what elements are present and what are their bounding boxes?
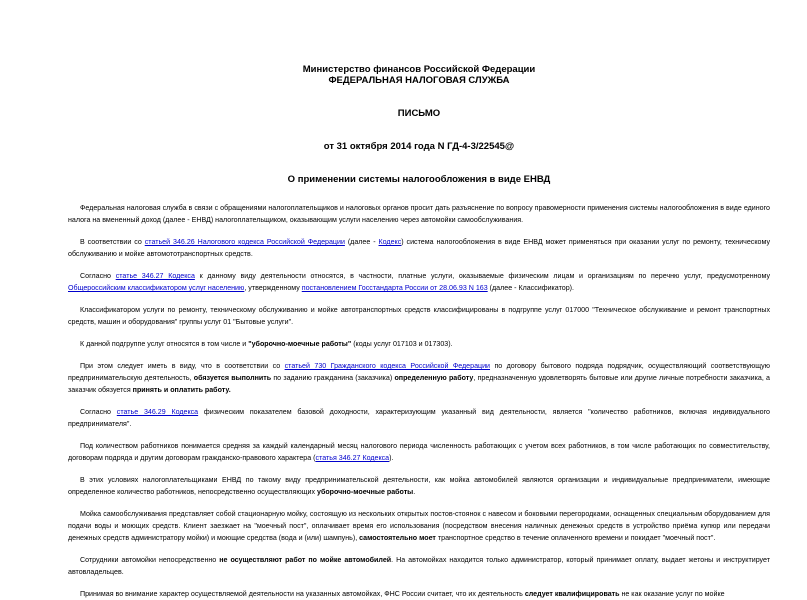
- text: , предназначенную удовлетворять бытовые или другие личные потребности заказчика, а заказчик обязуется: [68, 374, 770, 394]
- link-article-346-26[interactable]: статьей 346.26 Налогового кодекса Российской Федерации: [144, 238, 345, 246]
- text: по заданию гражданина (заказчика): [271, 374, 395, 382]
- paragraph-4: [68, 304, 770, 328]
- paragraph-9: [68, 474, 770, 498]
- link-civil-code-730[interactable]: статьей 730 Гражданского кодекса Российской Федерации: [284, 362, 491, 370]
- text: . На автомойках находится только администратор, который принимает оплату, выдает жетоны и инструктирует автовладельцев.: [68, 556, 770, 576]
- link-article-346-27-b[interactable]: статья 346.27 Кодекса: [315, 454, 390, 462]
- paragraph-1: [68, 202, 770, 226]
- service-name: ФЕДЕРАЛЬНАЯ НАЛОГОВАЯ СЛУЖБА: [328, 75, 510, 86]
- text: При этом следует иметь в виду, что в соответствии со: [80, 362, 285, 370]
- text: по договору бытового подряда подрядчик, осуществляющий соответствующую предпринимательскую деятельность,: [68, 362, 770, 382]
- paragraph-6: [68, 360, 770, 396]
- link-article-346-29[interactable]: статье 346.29 Кодекса: [116, 408, 199, 416]
- bold-text: самостоятельно моет: [359, 534, 436, 542]
- bold-text: "уборочно-моечные работы": [248, 340, 352, 348]
- text: Согласно: [80, 272, 116, 280]
- text: (далее - Классификатор).: [487, 284, 574, 292]
- document-type: ПИСЬМО: [397, 108, 441, 119]
- text: Классификатором услуги по ремонту, техническому обслуживанию и мойке автотранспортных средств классифицированы в подгруппе услуг 017000 "Техническое обслуживание и ремонт транспортных средств, машин и оборудования" группы услуг 01 "Бытовые услуги".: [68, 306, 770, 326]
- text: Мойка самообслуживания представляет собой стационарную мойку, состоящую из нескольких открытых постов-стоянок с навесом и боковыми перегородками, оснащенных специальным оборудованием для подачи воды и моющих средств. Клиент заезжает на "моечный пост", оплачивает время его использования (посредством внесения наличных денежных средств в устройство приёма купюр или передачи денежных средств администратору мойки) и моющие средства (вода и (или) шампунь),: [68, 510, 770, 542]
- text: физическим показателем базовой доходности, характеризующим указанный вид деятельности, является "количество работников, включая индивидуального предпринимателя".: [68, 408, 770, 428]
- document-page: [68, 64, 770, 600]
- paragraph-5: [68, 338, 770, 350]
- text: Под количеством работников понимается средняя за каждый календарный месяц налогового периода численность работающих с учетом всех работников, в том числе работающих по совместительству, договорам подряда и другим договорам гражданско-правового характера (: [68, 442, 770, 462]
- document-date-number: от 31 октября 2014 года N ГД-4-3/22545@: [323, 141, 515, 152]
- paragraph-2: [68, 236, 770, 260]
- paragraph-7: [68, 406, 770, 430]
- bold-text: обязуется выполнить: [193, 374, 272, 382]
- link-services-classifier[interactable]: Общероссийским классификатором услуг населению: [68, 284, 245, 292]
- text: В этих условиях налогоплательщиками ЕНВД по такому виду предпринимательской деятельности, как мойка автомобилей являются организации и индивидуальные предприниматели, имеющие определенное количество работников, непосредственно осуществляющих: [68, 476, 770, 496]
- text: Принимая во внимание характер осуществляемой деятельности на указанных автомойках, ФНС России считает, что их деятельность: [80, 590, 525, 598]
- text: к данному виду деятельности относятся, в частности, платные услуги, оказываемые физическим лицам и организациям по перечню услуг, предусмотренному: [194, 272, 770, 280]
- paragraph-11: [68, 554, 770, 578]
- paragraph-3: [68, 270, 770, 294]
- text: ) система налогообложения в виде ЕНВД может применяться при оказании услуг по ремонту, техническому обслуживанию и мойке автомототранспортных средств.: [68, 238, 770, 258]
- text: (коды услуг 017103 и 017303).: [351, 340, 453, 348]
- paragraph-12: [68, 588, 770, 600]
- bold-text: не осуществляют работ по мойке автомобилей: [219, 556, 392, 564]
- text: К данной подгруппе услуг относятся в том числе и: [80, 340, 249, 348]
- text: ).: [389, 454, 394, 462]
- text: транспортное средство в течение оплаченного времени и покидает "моечный пост".: [435, 534, 716, 542]
- link-article-346-27[interactable]: статье 346.27 Кодекса: [115, 272, 195, 280]
- text: Федеральная налоговая служба в связи с обращениями налогоплательщиков и налоговых органов просит дать разъяснение по вопросу правомерности применения системы налогообложения в виде единого налога на вмененный доход (далее - ЕНВД) налогоплательщиком, оказывающим услуги населению через автомойки самообслуживания.: [68, 204, 770, 224]
- bold-text: принять и оплатить работу.: [132, 386, 231, 394]
- bold-text: определенную работу: [394, 374, 474, 382]
- text: В соответствии со: [80, 238, 145, 246]
- ministry-name: Министерство финансов Российской Федерации: [302, 64, 536, 75]
- text: (далее -: [344, 238, 379, 246]
- text: , утвержденному: [244, 284, 302, 292]
- text: .: [413, 488, 416, 496]
- link-gosstandart-resolution[interactable]: постановлением Госстандарта России от 28.06.93 N 163: [301, 284, 488, 292]
- bold-text: уборочно-моечные работы: [317, 488, 414, 496]
- bold-text: следует квалифицировать: [524, 590, 620, 598]
- document-header: [68, 64, 770, 185]
- link-tax-code[interactable]: Кодекс: [378, 238, 402, 246]
- text: не как оказание услуг по мойке: [619, 590, 725, 598]
- text: Согласно: [80, 408, 117, 416]
- paragraph-10: [68, 508, 770, 544]
- paragraph-8: [68, 440, 770, 464]
- document-subject: О применении системы налогообложения в виде ЕНВД: [287, 174, 551, 185]
- text: Сотрудники автомойки непосредственно: [80, 556, 220, 564]
